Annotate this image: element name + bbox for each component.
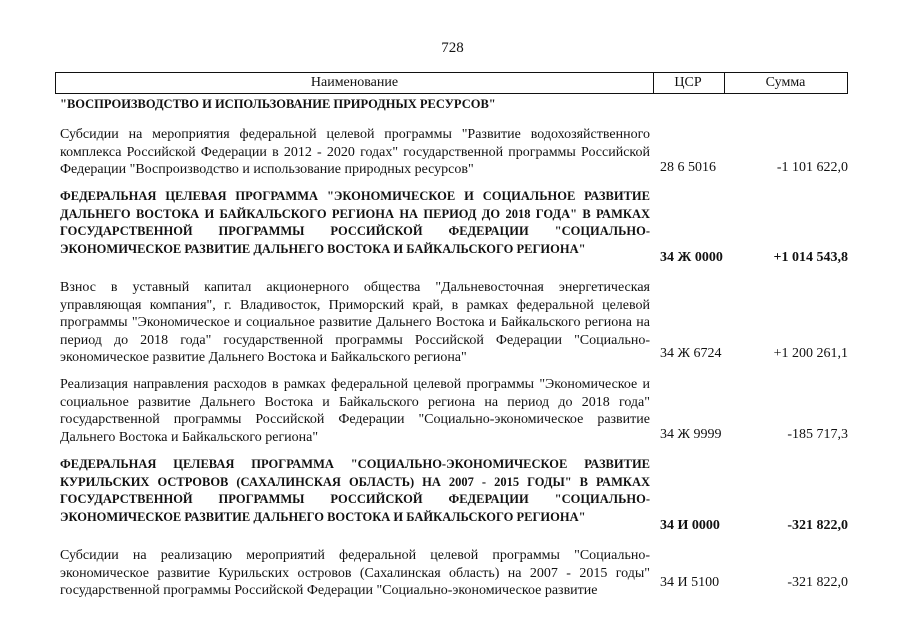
row-csr: 34 Ж 0000 (660, 250, 723, 265)
row-name: ФЕДЕРАЛЬНАЯ ЦЕЛЕВАЯ ПРОГРАММА "ЭКОНОМИЧЕСКОЕ И СОЦИАЛЬНОЕ РАЗВИТИЕ ДАЛЬНЕГО ВОСТОКА И БАЙКАЛЬСКОГО РЕГИОНА НА ПЕРИОД ДО 2018 ГОДА" В РАМКАХ ГОСУДАРСТВЕННОЙ ПРОГРАММЫ РОССИЙСКОЙ ФЕДЕРАЦИИ "СОЦИАЛЬНО-ЭКОНОМИЧЕСКОЕ РАЗВИТИЕ ДАЛЬНЕГО ВОСТОКА И БАЙКАЛЬСКОГО РЕГИОНА" (60, 189, 650, 256)
row-sum: +1 014 543,8 (773, 250, 848, 265)
row-name: ФЕДЕРАЛЬНАЯ ЦЕЛЕВАЯ ПРОГРАММА "СОЦИАЛЬНО-ЭКОНОМИЧЕСКОЕ РАЗВИТИЕ КУРИЛЬСКИХ ОСТРОВОВ (САХАЛИНСКАЯ ОБЛАСТЬ) НА 2007 - 2015 ГОДЫ" В РАМКАХ ГОСУДАРСТВЕННОЙ ПРОГРАММЫ РОССИЙСКОЙ ФЕДЕРАЦИИ "СОЦИАЛЬНО-ЭКОНОМИЧЕСКОЕ РАЗВИТИЕ ДАЛЬНЕГО ВОСТОКА И БАЙКАЛЬСКОГО РЕГИОНА" (60, 457, 650, 524)
header-sum: Сумма (724, 73, 848, 93)
row-name: "ВОСПРОИЗВОДСТВО И ИСПОЛЬЗОВАНИЕ ПРИРОДНЫХ РЕСУРСОВ" (60, 97, 496, 111)
row-csr: 34 И 5100 (660, 575, 720, 590)
row-csr: 34 Ж 9999 (660, 427, 722, 442)
row-sum: -185 717,3 (787, 427, 848, 442)
row-csr: 34 И 0000 (660, 518, 720, 533)
page-number: 728 (441, 40, 464, 56)
row-sum: -1 101 622,0 (776, 160, 848, 175)
row-name: Взнос в уставный капитал акционерного общества "Дальневосточная энергетическая управляющая компания", г. Владивосток, Приморский край, в рамках федеральной целевой программы "Экономическое и социальное развитие Дальнего Востока и Байкальского региона на период до 2018 года" государственной программы Российской Федерации "Социально-экономическое развитие Дальнего Востока и Байкальского региона" (60, 280, 650, 365)
row-sum: -321 822,0 (787, 518, 848, 533)
row-sum: +1 200 261,1 (773, 346, 848, 361)
header-name: Наименование (55, 73, 654, 93)
row-csr: 34 Ж 6724 (660, 346, 722, 361)
row-csr: 28 6 5016 (660, 160, 716, 175)
row-name: Субсидии на реализацию мероприятий федеральной целевой программы "Социально-экономическое развитие Курильских островов (Сахалинская область) на 2007 - 2015 годы" государственной программы Российской Федерации "Социально-экономическое развитие (60, 548, 650, 598)
row-name: Реализация направления расходов в рамках федеральной целевой программы "Экономическое и социальное развитие Дальнего Востока и Байкальского региона на период до 2018 года" государственной программы Российской Федерации "Социально-экономическое развитие Дальнего Востока и Байкальского региона" (60, 377, 650, 445)
header-csr: ЦСР (652, 73, 725, 93)
row-sum: -321 822,0 (787, 575, 848, 590)
table-header (55, 72, 848, 94)
row-name: Субсидии на мероприятия федеральной целевой программы "Развитие водохозяйственного комплекса Российской Федерации в 2012 - 2020 годах" государственной программы Российской Федерации "Воспроизводство и использование природных ресурсов" (60, 127, 650, 177)
